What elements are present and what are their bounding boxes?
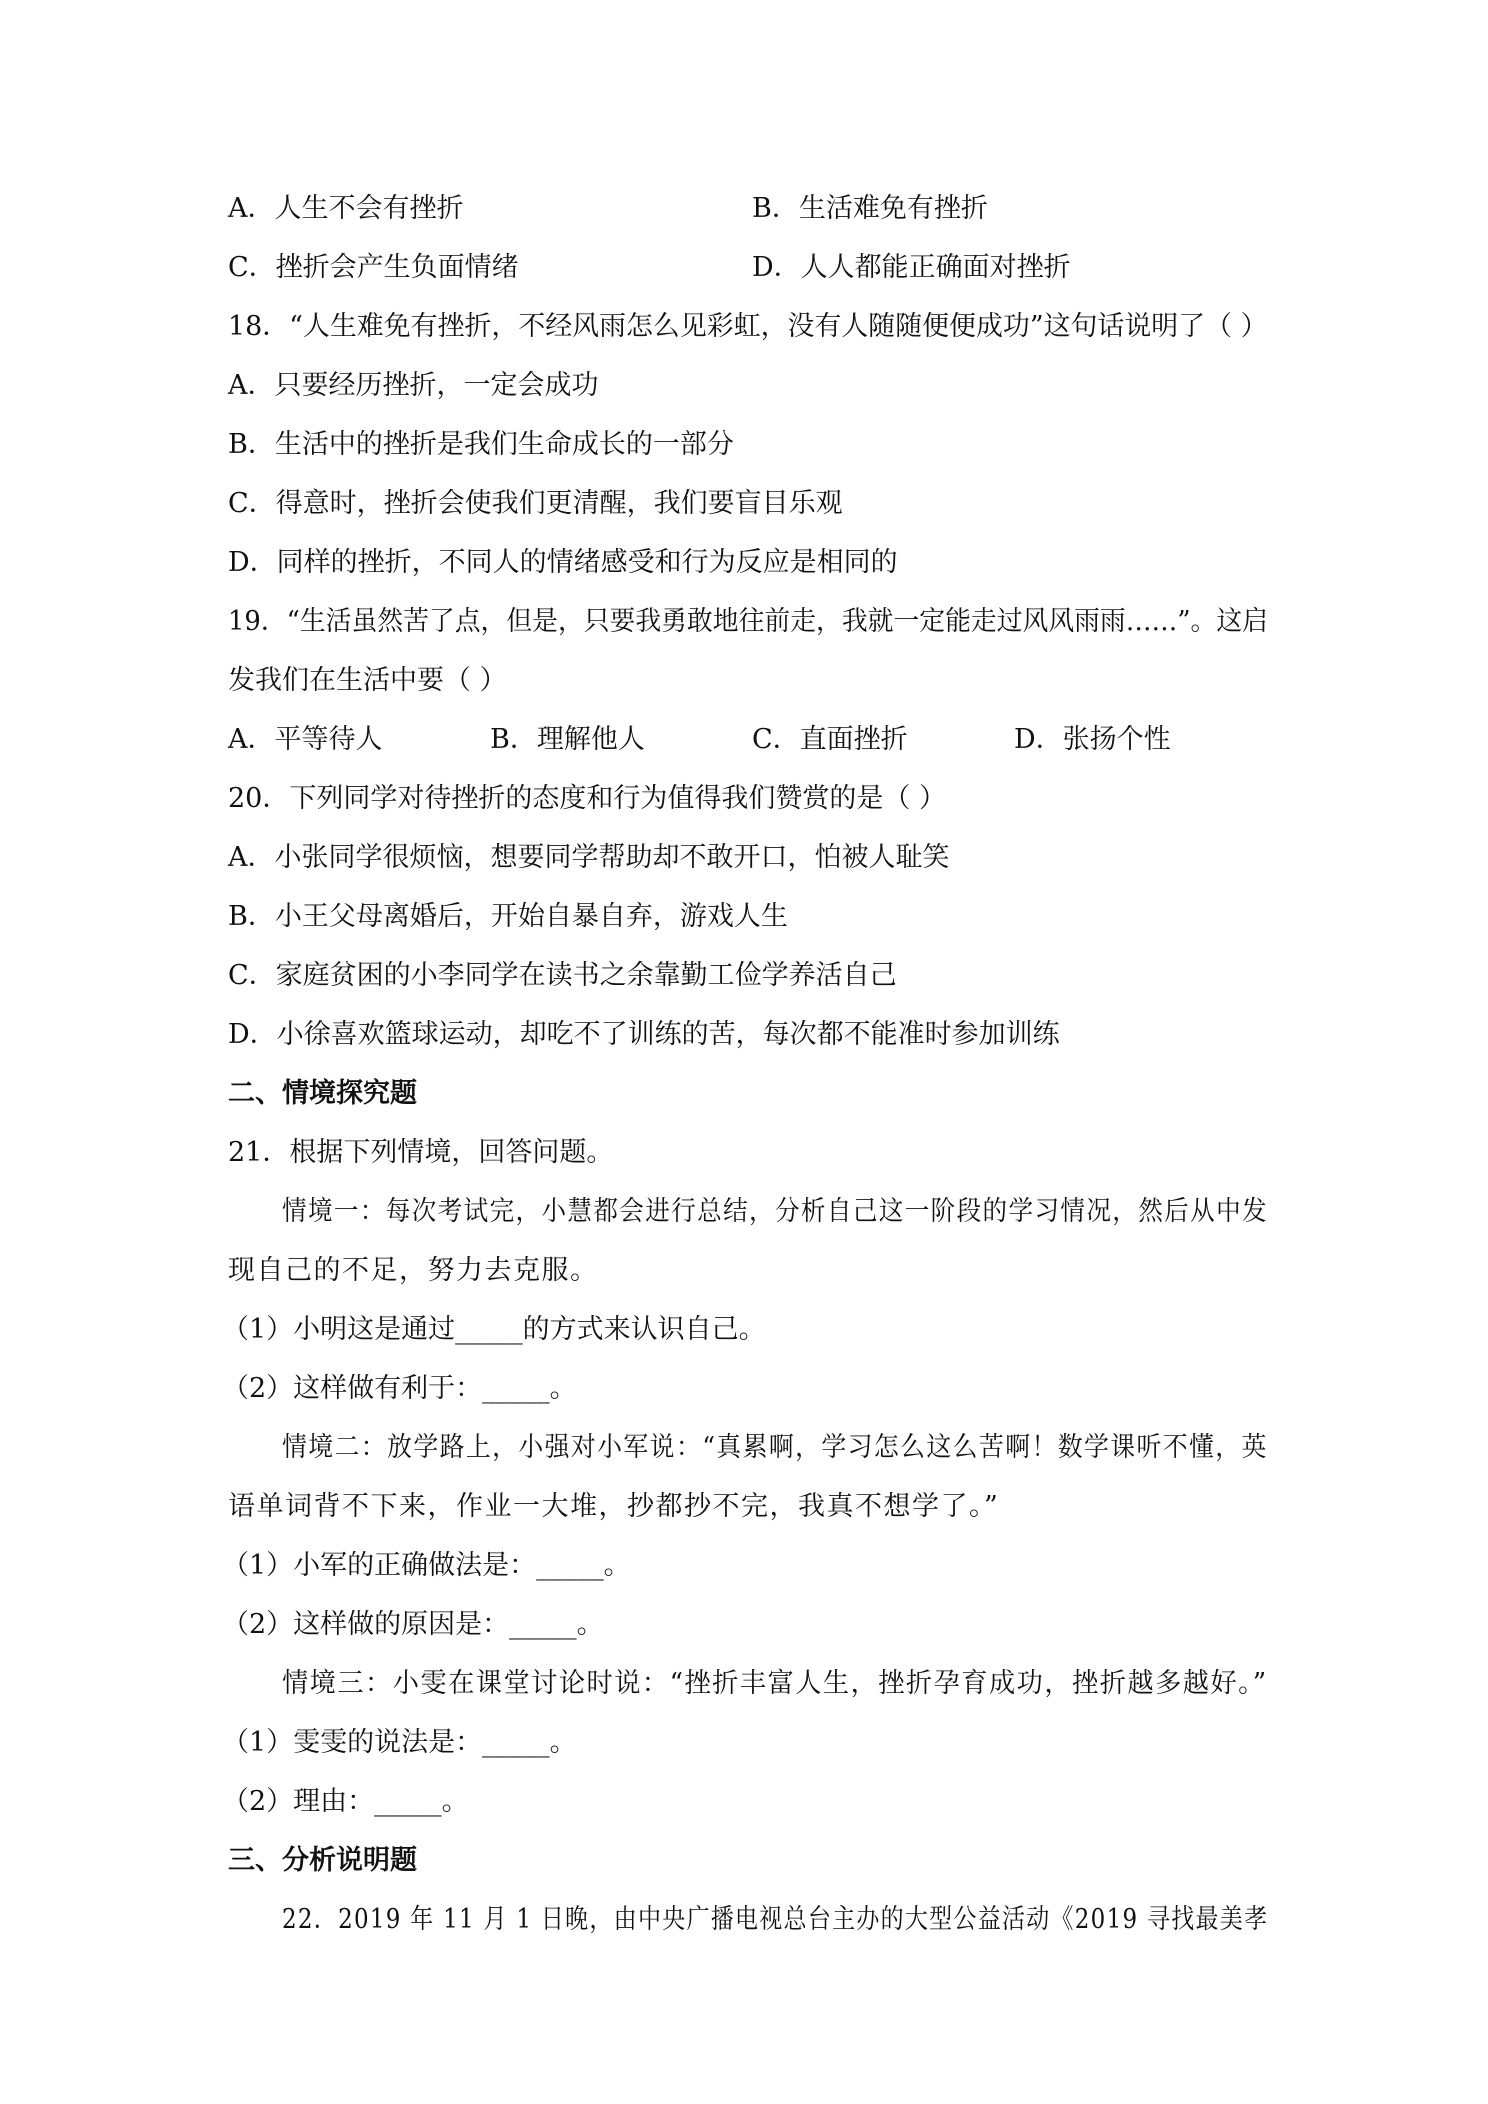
q18-option-b: B．生活中的挫折是我们生命成长的一部分 — [228, 429, 734, 460]
q20-option-b: B．小王父母离婚后，开始自暴自弃，游戏人生 — [228, 901, 788, 932]
q17-option-row-1 — [228, 191, 988, 227]
q21-situation-1-question-1: （1）小明这是通过_____的方式来认识自己。 — [222, 1314, 766, 1345]
q20-option-d: D．小徐喜欢篮球运动，却吃不了训练的苦，每次都不能准时参加训练 — [228, 1019, 1060, 1050]
q21-situation-3-question-1: （1）雯雯的说法是：_____。 — [222, 1727, 577, 1758]
section-2-heading: 二、情境探究题 — [228, 1078, 417, 1109]
q18-option-c: C．得意时，挫折会使我们更清醒，我们要盲目乐观 — [228, 488, 843, 519]
q20-stem: 20．下列同学对待挫折的态度和行为值得我们赞赏的是（ ） — [228, 783, 946, 814]
q19-stem-line-2: 发我们在生活中要（ ） — [228, 665, 507, 696]
q17-option-b: B．生活难免有挫折 — [752, 193, 988, 224]
q21-situation-1-line-2: 现自己的不足，努力去克服。 — [228, 1255, 599, 1286]
q17-option-a: A．人生不会有挫折 — [228, 193, 464, 224]
q19-options — [228, 722, 1171, 758]
q18-option-a: A．只要经历挫折，一定会成功 — [228, 370, 599, 401]
q18-stem: 18．“人生难免有挫折，不经风雨怎么见彩虹，没有人随随便便成功”这句话说明了（ ） — [228, 311, 1268, 342]
q17-option-d: D．人人都能正确面对挫折 — [752, 252, 1071, 283]
q21-situation-2-question-1: （1）小军的正确做法是：_____。 — [222, 1550, 631, 1581]
q19-option-b: B．理解他人 — [490, 724, 645, 755]
q21-situation-2-line-1: 情境二：放学路上，小强对小军说：“真累啊，学习怎么这么苦啊！数学课听不懂，英 — [282, 1432, 1268, 1463]
q19-option-a: A．平等待人 — [228, 724, 383, 755]
q22-line-1: 22．2019 年 11 月 1 日晚，由中央广播电视总台主办的大型公益活动《2019 寻找最美孝 — [282, 1904, 1269, 1935]
q21-situation-3-line-1: 情境三：小雯在课堂讨论时说：“挫折丰富人生，挫折孕育成功，挫折越多越好。” — [282, 1668, 1268, 1699]
section-3-heading: 三、分析说明题 — [228, 1845, 417, 1876]
q21-situation-2-question-2: （2）这样做的原因是：_____。 — [222, 1609, 604, 1640]
q21-stem: 21．根据下列情境，回答问题。 — [228, 1137, 614, 1168]
q21-situation-1-line-1: 情境一：每次考试完，小慧都会进行总结，分析自己这一阶段的学习情况，然后从中发 — [282, 1196, 1268, 1227]
q21-situation-1-question-2: （2）这样做有利于：_____。 — [222, 1373, 577, 1404]
q21-situation-3-question-2: （2）理由：_____。 — [222, 1786, 469, 1817]
q18-option-d: D．同样的挫折，不同人的情绪感受和行为反应是相同的 — [228, 547, 898, 578]
q19-stem-line-1: 19．“生活虽然苦了点，但是，只要我勇敢地往前走，我就一定能走过风风雨雨……”。这启 — [228, 606, 1268, 637]
q21-situation-2-line-2: 语单词背不下来，作业一大堆，抄都抄不完，我真不想学了。” — [228, 1491, 1000, 1522]
q20-option-a: A．小张同学很烦恼，想要同学帮助却不敢开口，怕被人耻笑 — [228, 842, 950, 873]
q19-option-d: D．张扬个性 — [1014, 724, 1171, 755]
q17-option-c: C．挫折会产生负面情绪 — [228, 252, 519, 283]
q17-option-row-2 — [228, 250, 1071, 286]
q20-option-c: C．家庭贫困的小李同学在读书之余靠勤工俭学养活自己 — [228, 960, 897, 991]
q19-option-c: C．直面挫折 — [752, 724, 908, 755]
